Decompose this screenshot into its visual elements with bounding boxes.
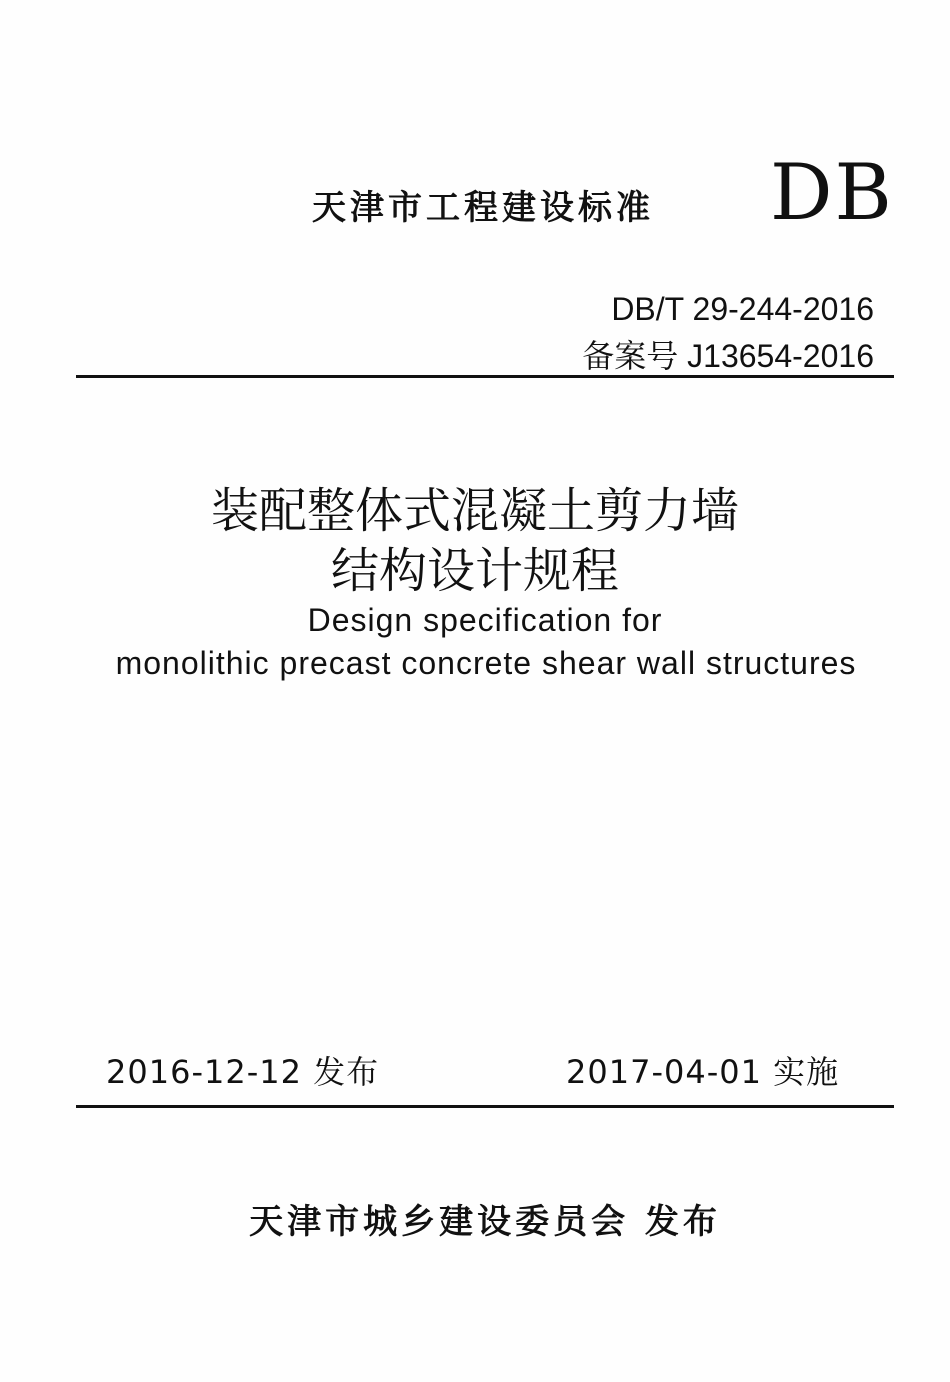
chinese-title-line-2: 结构设计规程: [330, 543, 619, 599]
standard-number: DB/T 29-244-2016: [611, 291, 874, 327]
db-mark: DB: [770, 148, 894, 238]
bottom-divider: [76, 1105, 894, 1108]
english-title-line-2: monolithic precast concrete shear wall structures: [115, 645, 857, 681]
effective-date: 2017-04-01 实施: [566, 1053, 840, 1091]
chinese-title-line-1: 装配整体式混凝土剪力墙: [210, 483, 739, 539]
english-title-line-1: Design specification for: [307, 602, 663, 638]
top-divider: [76, 375, 894, 378]
issue-date: 2016-12-12 发布: [106, 1053, 380, 1091]
standard-category-title: 天津市工程建设标准: [312, 188, 654, 228]
record-number: 备案号 J13654-2016: [582, 338, 874, 374]
publisher: 天津市城乡建设委员会 发布: [249, 1202, 721, 1242]
